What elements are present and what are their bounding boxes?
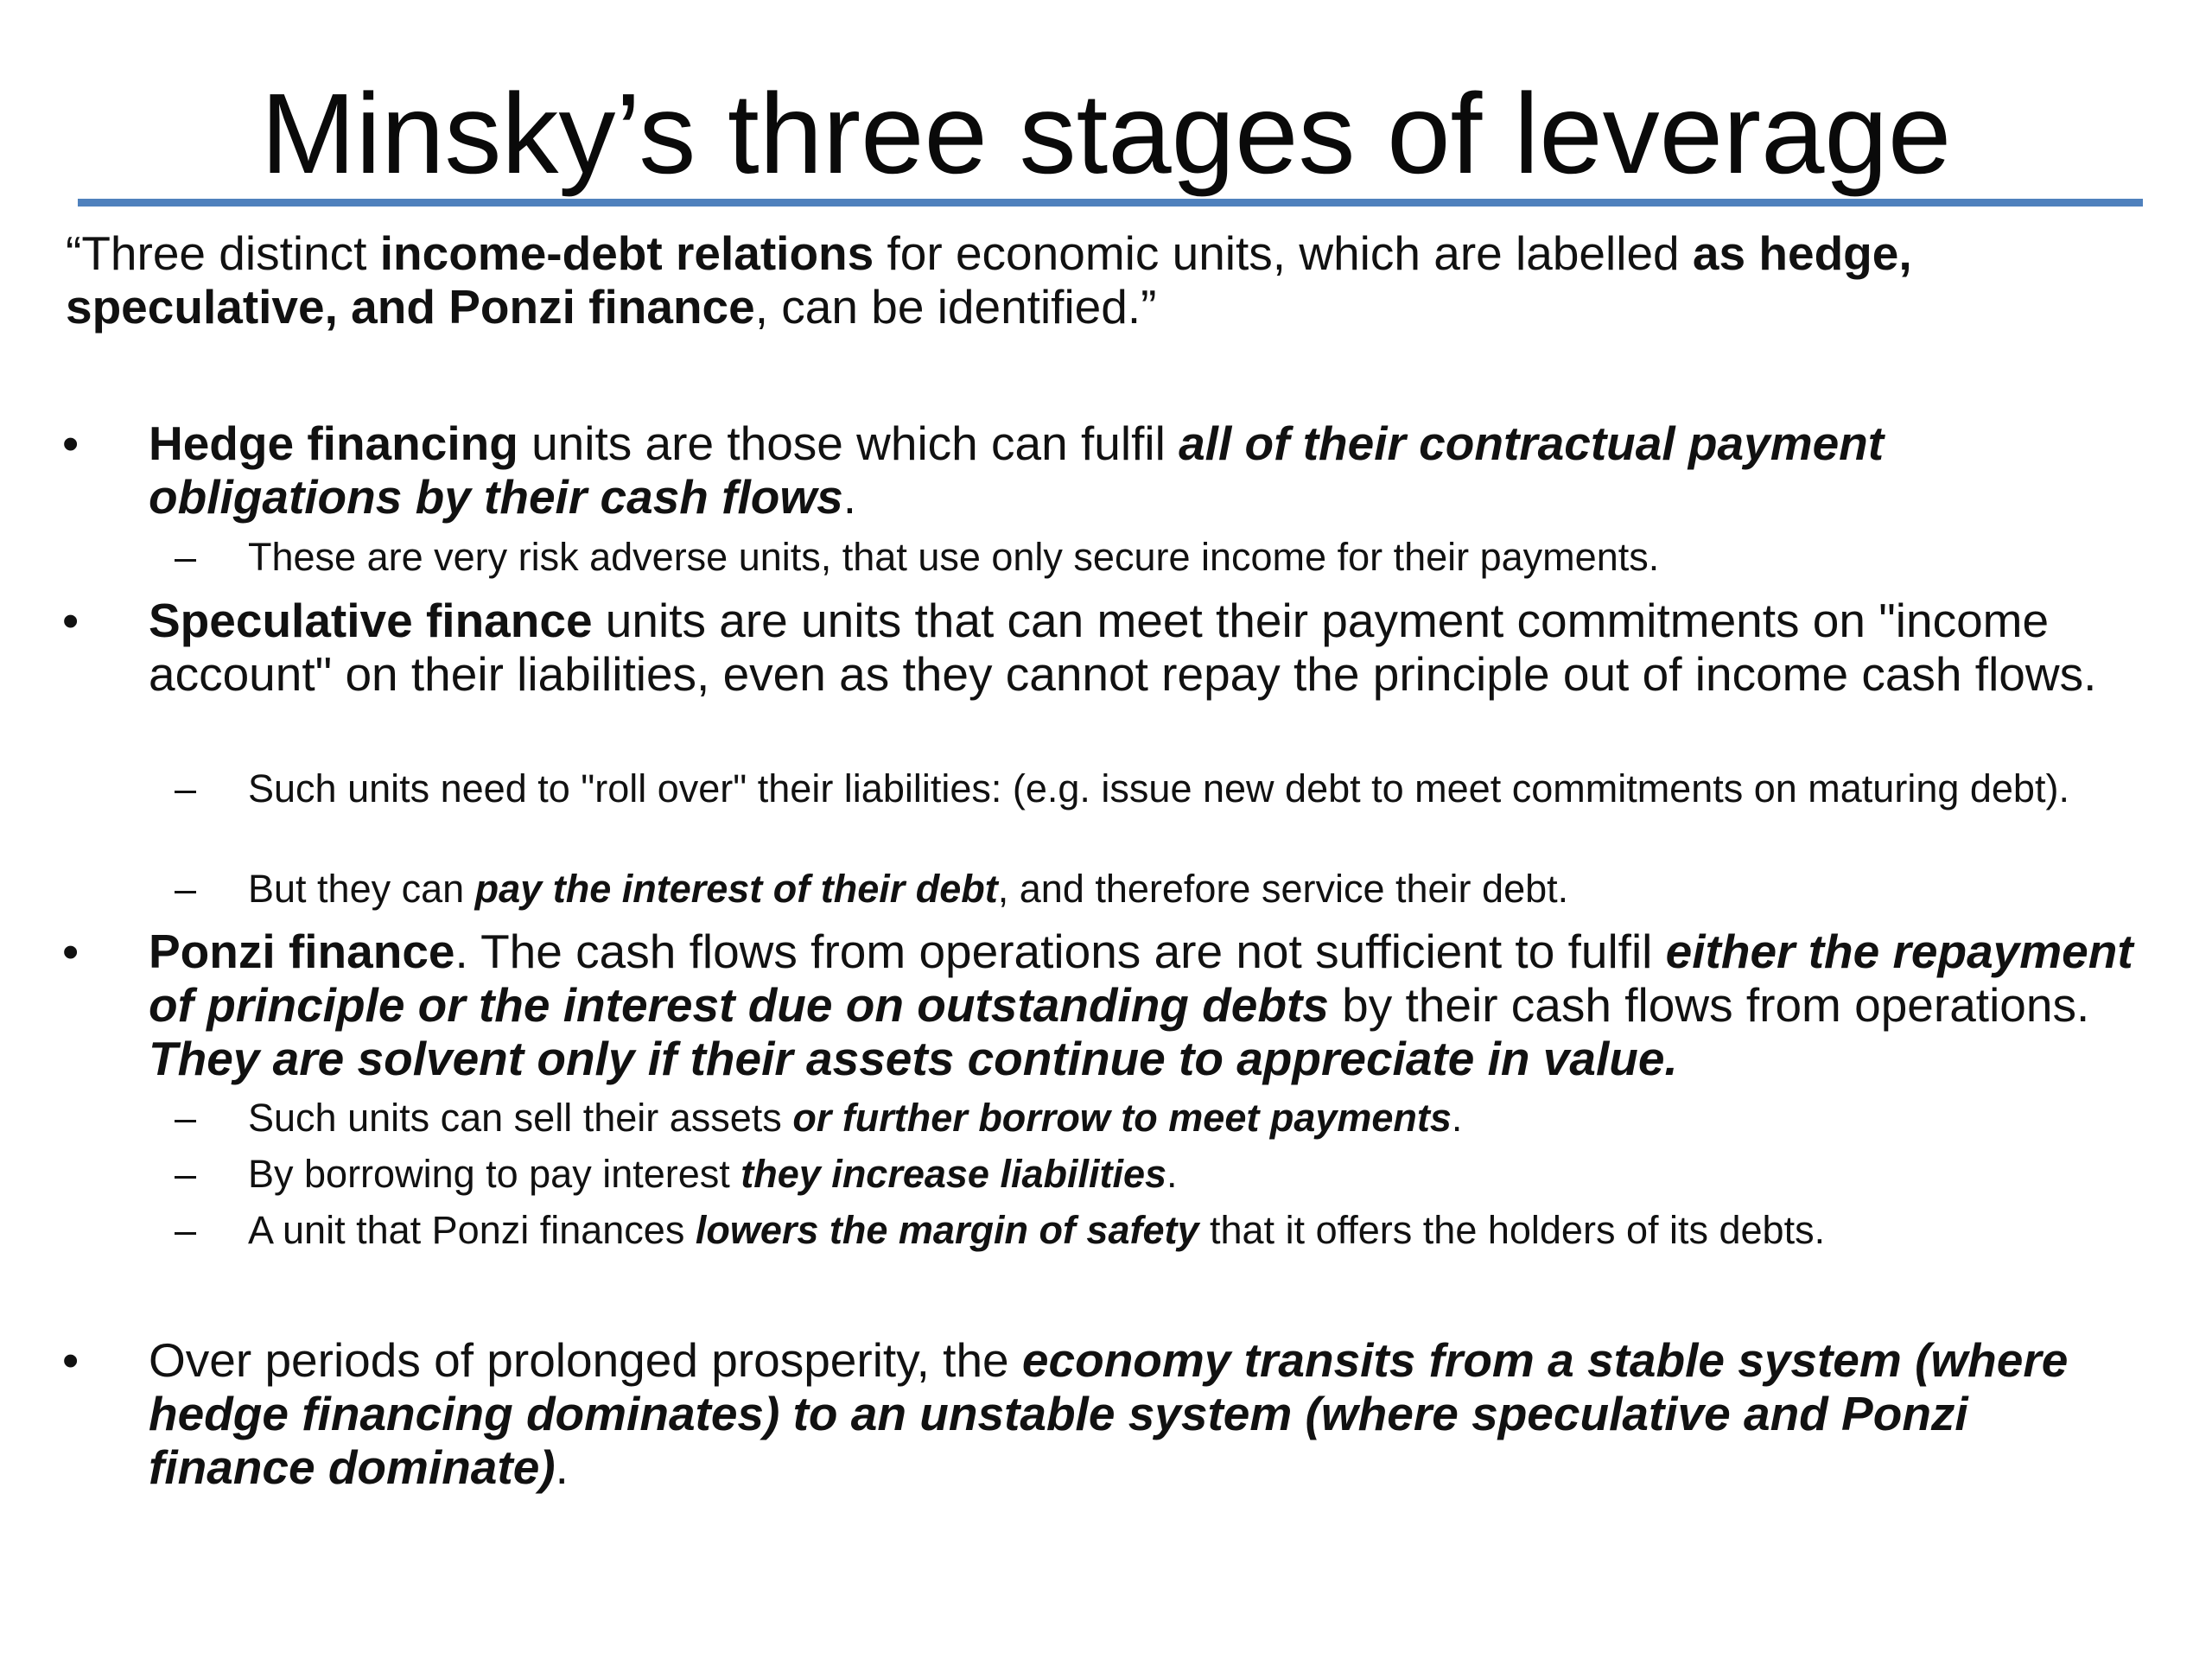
sub-hedge-1	[175, 535, 2166, 580]
sub-marker: –	[175, 1096, 197, 1140]
ponzi-sub-2-emphasis: they increase liabilities	[741, 1152, 1167, 1196]
ponzi-sub-2-text-1: By borrowing to pay interest	[248, 1152, 741, 1196]
speculative-sub-2-emphasis: pay the interest of their debt	[474, 867, 998, 911]
hedge-lead: Hedge financing	[149, 416, 518, 470]
ponzi-text-2: by their cash flows from operations.	[1328, 978, 2090, 1032]
sub-speculative-2	[175, 867, 2166, 912]
sub-marker: –	[175, 1208, 197, 1252]
intro-text-2: for economic units, which are labelled	[874, 226, 1693, 280]
prosperity-text-1: Over periods of prolonged prosperity, the	[149, 1333, 1022, 1387]
ponzi-sub-3-text-1: A unit that Ponzi finances	[248, 1208, 696, 1252]
bullet-ponzi	[62, 925, 2145, 1085]
hedge-text-1: units are those which can fulfil	[518, 416, 1179, 470]
speculative-lead: Speculative finance	[149, 594, 593, 647]
ponzi-emphasis-2: They are solvent only if their assets continue to appreciate in value.	[149, 1032, 1678, 1085]
intro-text-1: “Three distinct	[66, 226, 380, 280]
speculative-text-1: units are units that can meet their payment commitments on "income account" on their liabilities, even as they cannot repay the principle out of income cash flows.	[149, 594, 2097, 701]
ponzi-sub-1-emphasis: or further borrow to meet payments	[792, 1096, 1452, 1140]
bullet-marker: •	[62, 1333, 79, 1387]
hedge-text-2: .	[842, 470, 857, 524]
prosperity-emphasis: economy transits from a stable system (where hedge financing dominates) to an unstable system (where speculative and Ponzi finance dominate)	[149, 1333, 2069, 1494]
speculative-sub-1-text: Such units need to "roll over" their liabilities: (e.g. issue new debt to meet commitments on maturing debt).	[248, 766, 2069, 810]
sub-marker: –	[175, 1152, 197, 1196]
ponzi-sub-1-text-1: Such units can sell their assets	[248, 1096, 793, 1140]
bullet-hedge	[62, 416, 2145, 524]
ponzi-lead: Ponzi finance	[149, 925, 455, 978]
ponzi-text-1: . The cash flows from operations are not sufficient to fulfil	[454, 925, 1666, 978]
sub-marker: –	[175, 766, 197, 810]
intro-bold-1: income-debt relations	[379, 226, 874, 280]
sub-marker: –	[175, 867, 197, 911]
sub-ponzi-2	[175, 1152, 2166, 1197]
hedge-sub-1-text: These are very risk adverse units, that use only secure income for their payments.	[248, 535, 1660, 579]
bullet-marker: •	[62, 925, 79, 978]
ponzi-emphasis-1: either the repayment of principle or the interest due on outstanding debts	[149, 925, 2133, 1032]
sub-speculative-1	[175, 766, 2166, 811]
sub-ponzi-3	[175, 1208, 2166, 1253]
speculative-sub-2-text-1: But they can	[248, 867, 475, 911]
bullet-speculative	[62, 594, 2145, 701]
ponzi-sub-1-text-2: .	[1451, 1096, 1463, 1140]
intro-bold-2: as hedge, speculative, and Ponzi finance	[66, 226, 1912, 334]
sub-ponzi-1	[175, 1096, 2166, 1141]
ponzi-sub-2-text-2: .	[1166, 1152, 1178, 1196]
prosperity-text-2: .	[555, 1440, 569, 1494]
speculative-sub-2-text-2: , and therefore service their debt.	[997, 867, 1569, 911]
bullet-marker: •	[62, 594, 79, 647]
bullet-prosperity	[62, 1333, 2145, 1494]
ponzi-sub-3-text-2: that it offers the holders of its debts.	[1198, 1208, 1826, 1252]
hedge-emphasis: all of their contractual payment obligations by their cash flows	[149, 416, 1885, 524]
sub-marker: –	[175, 535, 197, 579]
ponzi-sub-3-emphasis: lowers the margin of safety	[695, 1208, 1199, 1252]
intro-text-3: , can be identified.”	[754, 280, 1157, 334]
bullet-marker: •	[62, 416, 79, 470]
slide-title: Minsky’s three stages of leverage	[260, 70, 1952, 197]
